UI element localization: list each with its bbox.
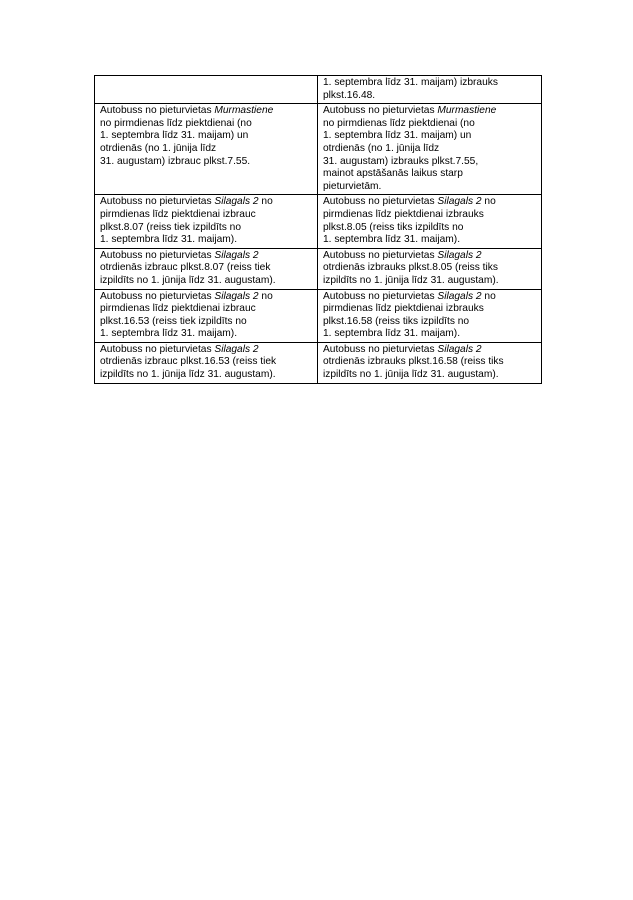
text-segment: plkst.16.53 (reiss tiek izpildīts no xyxy=(100,315,247,327)
text-line xyxy=(100,234,313,247)
text-segment: no pirmdienas līdz piektdienai (no xyxy=(100,117,252,129)
text-segment: Autobuss no pieturvietas xyxy=(323,249,438,261)
text-line xyxy=(100,222,313,235)
text-segment: pieturvietām. xyxy=(323,180,382,192)
stop-name: Silagals 2 xyxy=(437,343,482,355)
text-segment: 1. septembra līdz 31. maijam) izbrauks xyxy=(323,77,498,88)
text-segment: plkst.8.05 (reiss tiks izpildīts no xyxy=(323,221,464,233)
table-row xyxy=(95,289,542,342)
text-line xyxy=(323,275,537,288)
new-schedule-cell xyxy=(318,104,542,195)
text-segment: pirmdienas līdz piektdienai izbrauks xyxy=(323,303,484,315)
text-segment: otrdienās izbrauc plkst.8.07 (reiss tiek xyxy=(100,262,271,274)
text-line xyxy=(323,156,537,169)
text-line xyxy=(323,234,537,247)
table-row xyxy=(95,248,542,289)
text-line xyxy=(323,222,537,235)
text-segment: otrdienās izbrauc plkst.16.53 (reiss tiek xyxy=(100,356,277,368)
current-schedule-cell xyxy=(95,104,318,195)
stop-name: Silagals 2 xyxy=(214,196,259,208)
text-segment: 31. augustam) izbrauc plkst.7.55. xyxy=(100,155,251,167)
text-segment: plkst.16.48. xyxy=(323,89,376,101)
current-schedule-cell xyxy=(95,76,318,104)
text-segment: Autobuss no pieturvietas xyxy=(100,343,215,355)
text-segment: Autobuss no pieturvietas xyxy=(100,290,215,302)
new-schedule-cell xyxy=(318,195,542,248)
text-line xyxy=(323,250,537,263)
text-segment: no xyxy=(481,290,496,302)
text-line xyxy=(323,143,537,156)
stop-name: Murmastiene xyxy=(214,105,274,117)
new-schedule-cell xyxy=(318,289,542,342)
text-line xyxy=(100,275,313,288)
text-line xyxy=(100,328,313,341)
current-schedule-cell xyxy=(95,342,318,383)
text-segment: no xyxy=(481,196,496,208)
text-segment: izpildīts no 1. jūnija līdz 31. augustam). xyxy=(323,274,499,286)
text-line xyxy=(323,130,537,143)
text-segment: 1. septembra līdz 31. maijam). xyxy=(323,234,461,246)
text-line xyxy=(323,209,537,222)
text-segment: mainot apstāšanās laikus starp xyxy=(323,168,463,180)
text-line xyxy=(323,291,537,304)
text-segment: pirmdienas līdz piektdienai izbrauc xyxy=(100,303,256,315)
text-segment: no pirmdienas līdz piektdienai (no xyxy=(323,117,475,129)
text-line xyxy=(100,196,313,209)
text-line xyxy=(100,209,313,222)
text-line xyxy=(100,369,313,382)
text-segment: otrdienās izbrauks plkst.8.05 (reiss tiks xyxy=(323,262,498,274)
new-schedule-cell xyxy=(318,76,542,104)
text-segment: izpildīts no 1. jūnija līdz 31. augustam). xyxy=(323,369,499,381)
text-line xyxy=(100,105,313,118)
text-segment: 1. septembra līdz 31. maijam). xyxy=(100,234,238,246)
bus-schedule-changes-table xyxy=(94,75,542,384)
text-line xyxy=(100,291,313,304)
text-segment: 1. septembra līdz 31. maijam) un xyxy=(100,130,249,142)
new-schedule-cell xyxy=(318,342,542,383)
text-segment: no xyxy=(258,290,273,302)
text-segment: 1. septembra līdz 31. maijam). xyxy=(100,328,238,340)
text-segment: 1. septembra līdz 31. maijam). xyxy=(323,328,461,340)
text-segment: 1. septembra līdz 31. maijam) un xyxy=(323,130,472,142)
text-segment: izpildīts no 1. jūnija līdz 31. augustam). xyxy=(100,274,276,286)
text-line xyxy=(323,303,537,316)
text-segment: pirmdienas līdz piektdienai izbrauks xyxy=(323,208,484,220)
stop-name: Silagals 2 xyxy=(214,249,259,261)
current-schedule-cell xyxy=(95,195,318,248)
text-line xyxy=(100,130,313,143)
text-line xyxy=(323,369,537,382)
table-row xyxy=(95,76,542,104)
stop-name: Silagals 2 xyxy=(437,196,482,208)
table-body xyxy=(95,76,542,384)
stop-name: Silagals 2 xyxy=(437,290,482,302)
text-line xyxy=(323,344,537,357)
text-segment: Autobuss no pieturvietas xyxy=(100,105,215,117)
text-line xyxy=(100,356,313,369)
text-segment: 31. augustam) izbrauks plkst.7.55, xyxy=(323,155,479,167)
new-schedule-cell xyxy=(318,248,542,289)
text-line xyxy=(323,90,537,103)
table-row xyxy=(95,104,542,195)
text-line xyxy=(100,118,313,131)
text-segment: otrdienās (no 1. jūnija līdz xyxy=(323,142,440,154)
text-line xyxy=(323,356,537,369)
text-line xyxy=(323,118,537,131)
text-line xyxy=(323,181,537,194)
text-segment: plkst.8.07 (reiss tiek izpildīts no xyxy=(100,221,241,233)
text-line xyxy=(323,262,537,275)
text-segment: Autobuss no pieturvietas xyxy=(323,196,438,208)
text-line xyxy=(100,156,313,169)
current-schedule-cell xyxy=(95,248,318,289)
text-segment: otrdienās (no 1. jūnija līdz xyxy=(100,142,217,154)
text-line xyxy=(100,262,313,275)
text-line xyxy=(100,250,313,263)
text-line xyxy=(323,105,537,118)
text-line xyxy=(100,316,313,329)
text-segment: plkst.16.58 (reiss tiks izpildīts no xyxy=(323,315,470,327)
text-line xyxy=(100,344,313,357)
stop-name: Silagals 2 xyxy=(214,290,259,302)
text-segment: Autobuss no pieturvietas xyxy=(323,105,438,117)
table-row xyxy=(95,342,542,383)
text-line xyxy=(323,77,537,90)
text-segment: Autobuss no pieturvietas xyxy=(323,343,438,355)
text-line xyxy=(323,196,537,209)
text-segment: otrdienās izbrauks plkst.16.58 (reiss tiks xyxy=(323,356,504,368)
text-segment: pirmdienas līdz piektdienai izbrauc xyxy=(100,208,256,220)
text-segment: no xyxy=(258,196,273,208)
current-schedule-cell xyxy=(95,289,318,342)
text-line xyxy=(323,316,537,329)
text-segment: Autobuss no pieturvietas xyxy=(323,290,438,302)
stop-name: Silagals 2 xyxy=(437,249,482,261)
text-line xyxy=(323,328,537,341)
text-line xyxy=(100,303,313,316)
text-line xyxy=(100,143,313,156)
stop-name: Silagals 2 xyxy=(214,343,259,355)
stop-name: Murmastiene xyxy=(437,105,497,117)
text-segment: Autobuss no pieturvietas xyxy=(100,249,215,261)
text-line xyxy=(323,168,537,181)
text-segment: Autobuss no pieturvietas xyxy=(100,196,215,208)
text-segment: izpildīts no 1. jūnija līdz 31. augustam). xyxy=(100,369,276,381)
table-row xyxy=(95,195,542,248)
